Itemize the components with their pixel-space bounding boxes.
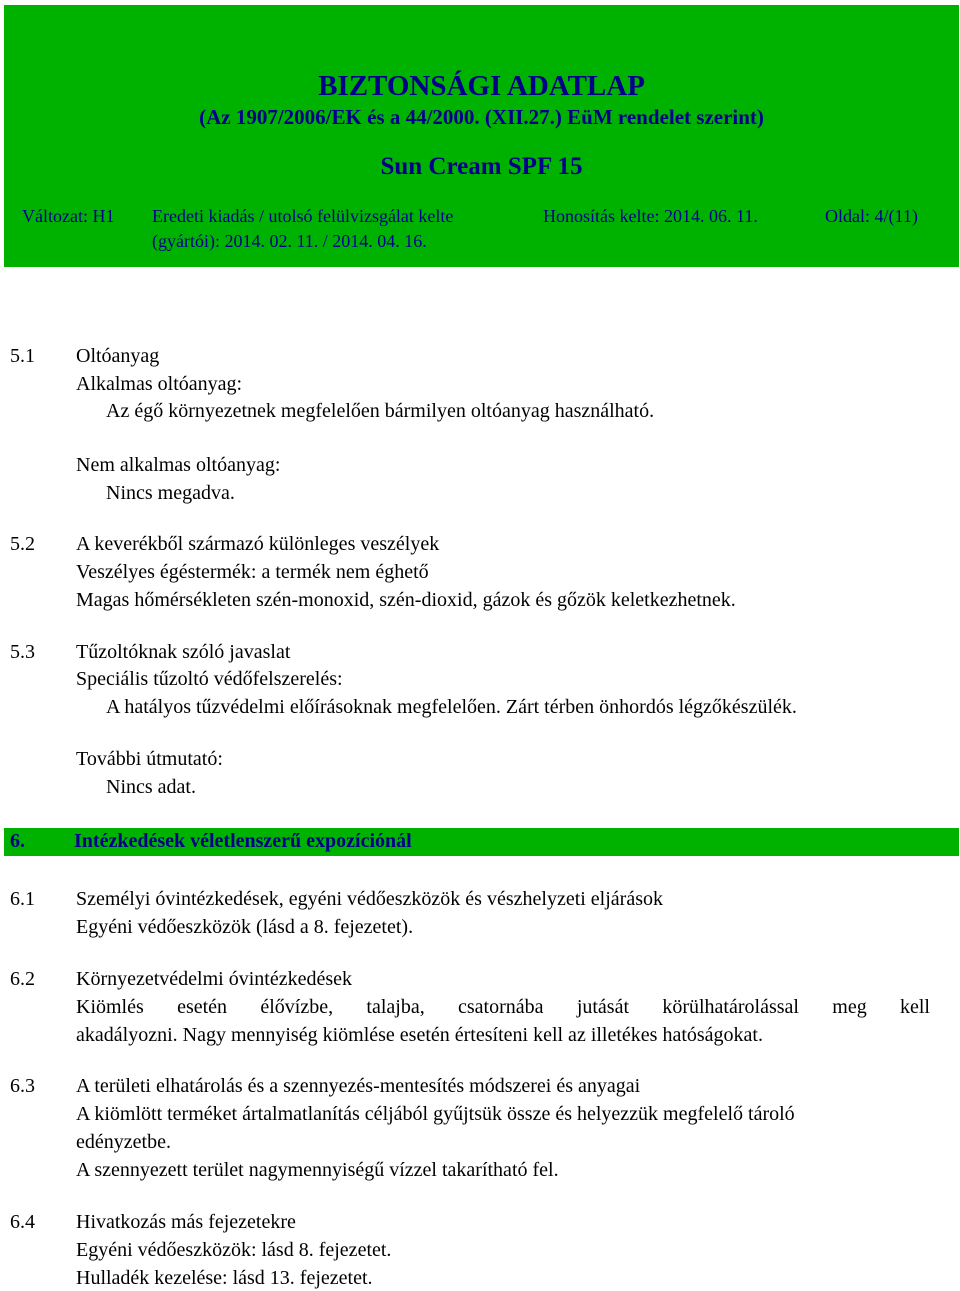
section-title: Személyi óvintézkedések, egyéni védőeszközök és vészhelyzeti eljárások [76,888,663,910]
section-title: Intézkedések véletlenszerű expozíciónál [74,830,412,852]
section-title: A területi elhatárolás és a szennyezés-mentesítés módszerei és anyagai [76,1075,641,1097]
paragraph-line: Hulladék kezelése: lásd 13. fejezetet. [76,1267,373,1289]
paragraph-line: Veszélyes égéstermék: a termék nem éghető [76,561,429,583]
paragraph-line: Kiömlés esetén élővízbe, talajba, csatornába jutását körülhatárolással meg kell [76,996,930,1018]
paragraph-line: Egyéni védőeszközök: lásd 8. fejezetet. [76,1239,392,1261]
section-number: 6. [10,830,25,852]
section-title: Környezetvédelmi óvintézkedések [76,968,352,990]
paragraph-line: edényzetbe. [76,1131,171,1153]
field-value: Az égő környezetnek megfelelően bármilyen oltóanyag használható. [106,400,655,422]
issue-label: Eredeti kiadás / utolsó felülvizsgálat kelte [152,206,454,226]
field-label: Nem alkalmas oltóanyag: [76,454,281,476]
paragraph-line: akadályozni. Nagy mennyiség kiömlése esetén értesíteni kell az illetékes hatóságokat. [76,1024,763,1046]
paragraph-line: A kiömlött terméket ártalmatlanítás céljából gyűjtsük össze és helyezzük megfelelő tároló [76,1103,795,1125]
regulation-subtitle: (Az 1907/2006/EK és a 44/2000. (XII.27.) EüM rendelet szerint) [199,105,764,129]
field-label: További útmutató: [76,748,223,770]
paragraph-line: Magas hőmérsékleten szén-monoxid, szén-dioxid, gázok és gőzök keletkezhetnek. [76,589,736,611]
section-number: 5.2 [10,533,35,555]
version-label: Változat: H1 [22,206,115,226]
issue-dates: (gyártói): 2014. 02. 11. / 2014. 04. 16. [152,231,427,251]
section-number: 6.2 [10,968,35,990]
section-number: 6.3 [10,1075,35,1097]
document-header [4,5,959,267]
field-value: A hatályos tűzvédelmi előírásoknak megfelelően. Zárt térben önhordós légzőkészülék. [106,696,797,718]
page-number: Oldal: 4/(11) [825,206,918,226]
section-6-heading-bar [4,828,959,856]
section-number: 5.3 [10,641,35,663]
section-title: Hivatkozás más fejezetekre [76,1211,296,1233]
field-value: Nincs adat. [106,776,196,798]
field-label: Alkalmas oltóanyag: [76,373,243,395]
section-title: Oltóanyag [76,345,160,367]
homologation-date: Honosítás kelte: 2014. 06. 11. [543,206,758,226]
field-value: Nincs megadva. [106,482,235,504]
section-title: A keverékből származó különleges veszélyek [76,533,440,555]
field-label: Speciális tűzoltó védőfelszerelés: [76,668,343,690]
section-number: 6.4 [10,1211,35,1233]
section-number: 5.1 [10,345,35,367]
section-title: Tűzoltóknak szóló javaslat [76,641,291,663]
paragraph-line: A szennyezett terület nagymennyiségű vízzel takarítható fel. [76,1159,559,1181]
document-title: BIZTONSÁGI ADATLAP [318,70,645,102]
product-name: Sun Cream SPF 15 [380,153,583,180]
paragraph-line: Egyéni védőeszközök (lásd a 8. fejezetet). [76,916,414,938]
section-number: 6.1 [10,888,35,910]
